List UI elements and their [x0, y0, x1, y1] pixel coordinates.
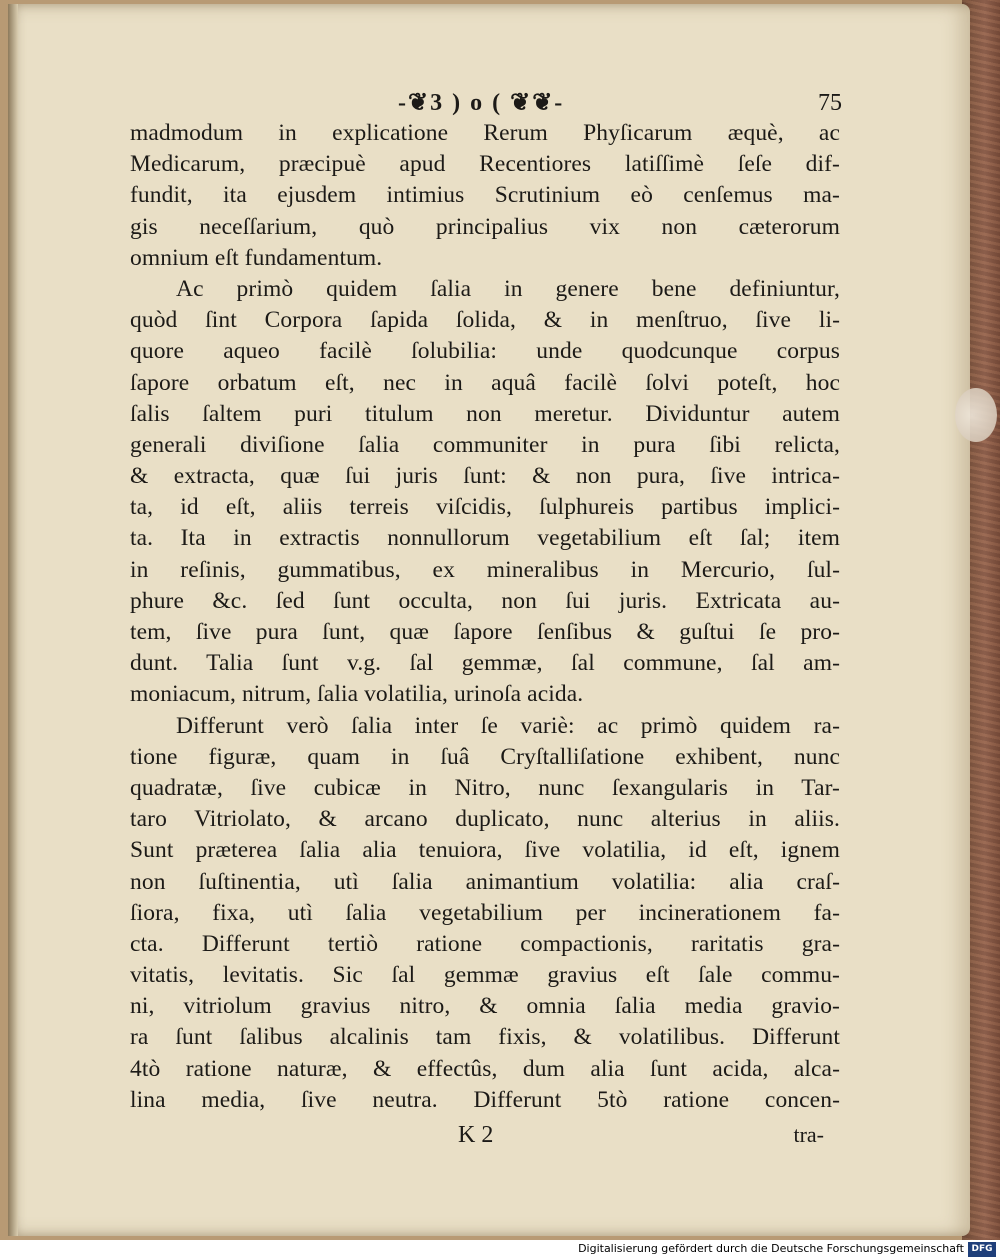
page-clip — [955, 388, 997, 442]
text-line: tem, ſive pura ſunt, quæ ſapore ſenſibus & guſtui ſe pro- — [130, 619, 840, 645]
body-text — [130, 118, 840, 1116]
text-line: ni, vitriolum gravius nitro, & omnia ſalia media gravio- — [130, 993, 840, 1020]
page-number: 75 — [818, 90, 842, 116]
text-line: Ac primò quidem ſalia in genere bene definiuntur, — [176, 275, 840, 302]
text-line: ſapore orbatum eſt, nec in aquâ facilè ſolvi poteſt, hoc — [130, 369, 840, 396]
text-line: ſiora, fixa, utì ſalia vegetabilium per incinerationem fa- — [130, 899, 840, 926]
text-line: dunt. Talia ſunt v.g. ſal gemmæ, ſal commune, ſal am- — [130, 650, 840, 677]
text-line: lina media, ſive neutra. Differunt 5tò ratione concen- — [130, 1086, 840, 1113]
text-line: gis neceſſarium, quò principalius vix non cæterorum — [130, 213, 840, 240]
text-line: phure &c. ſed ſunt occulta, non ſui juris. Extricata au- — [130, 587, 840, 614]
page-edge — [8, 4, 18, 1236]
catchword: tra- — [793, 1122, 824, 1147]
text-line: moniacum, nitrum, ſalia volatilia, urinoſa acida. — [130, 681, 584, 708]
text-line: madmodum in explicatione Rerum Phyſicarum æquè, ac — [130, 120, 840, 146]
text-line: taro Vitriolato, & arcano duplicato, nunc alterius in aliis. — [130, 806, 840, 833]
page-footer — [130, 1122, 840, 1158]
dfg-logo-icon: DFG — [968, 1242, 996, 1257]
signature-mark: K 2 — [458, 1122, 494, 1148]
text-line: Sunt præterea ſalia alia tenuiora, ſive volatilia, id eſt, ignem — [130, 837, 840, 864]
text-line: 4tò ratione naturæ, & effectûs, dum alia ſunt acida, alca- — [130, 1055, 840, 1082]
text-line: generali diviſione ſalia communiter in pura ſibi relicta, — [130, 431, 840, 458]
text-line: Differunt verò ſalia inter ſe variè: ac primò quidem ra- — [176, 712, 840, 739]
text-line: ta. Ita in extractis nonnullorum vegetabilium eſt ſal; item — [130, 525, 840, 552]
header-ornament: -❦3 ) o ( ❦❦- — [398, 90, 565, 116]
text-line: & extracta, quæ ſui juris ſunt: & non pura, ſive intrica- — [130, 463, 840, 490]
page-content — [130, 84, 840, 1158]
text-line: in reſinis, gummatibus, ex mineralibus in Mercurio, ſul- — [130, 556, 840, 583]
page-header — [130, 84, 840, 118]
text-line: quòd ſint Corpora ſapida ſolida, & in menſtruo, ſive li- — [130, 307, 840, 334]
text-line: omnium eſt fundamentum. — [130, 244, 383, 271]
text-line: quadratæ, ſive cubicæ in Nitro, nunc ſexangularis in Tar- — [130, 774, 840, 801]
credit-text: Digitalisierung gefördert durch die Deutsche Forschungsgemeinschaft — [578, 1242, 964, 1255]
text-line: tione figuræ, quam in ſuâ Cryſtalliſatione exhibent, nunc — [130, 743, 840, 770]
text-line: ra ſunt ſalibus alcalinis tam fixis, & volatilibus. Differunt — [130, 1024, 840, 1051]
text-line: cta. Differunt tertiò ratione compactionis, raritatis gra- — [130, 930, 840, 957]
text-line: ſalis ſaltem puri titulum non meretur. Dividuntur autem — [130, 400, 840, 427]
text-line: non ſuſtinentia, utì ſalia animantium volatilia: alia craſ- — [130, 868, 840, 895]
text-line: vitatis, levitatis. Sic ſal gemmæ gravius eſt ſale commu- — [130, 962, 840, 989]
credit-bar — [0, 1240, 1000, 1260]
text-line: fundit, ita ejusdem intimius Scrutinium eò cenſemus ma- — [130, 182, 840, 209]
text-line: ta, id eſt, aliis terreis viſcidis, ſulphureis partibus implici- — [130, 494, 840, 521]
text-line: quore aqueo facilè ſolubilia: unde quodcunque corpus — [130, 338, 840, 365]
text-line: Medicarum, præcipuè apud Recentiores latiſſimè ſeſe dif- — [130, 151, 840, 178]
